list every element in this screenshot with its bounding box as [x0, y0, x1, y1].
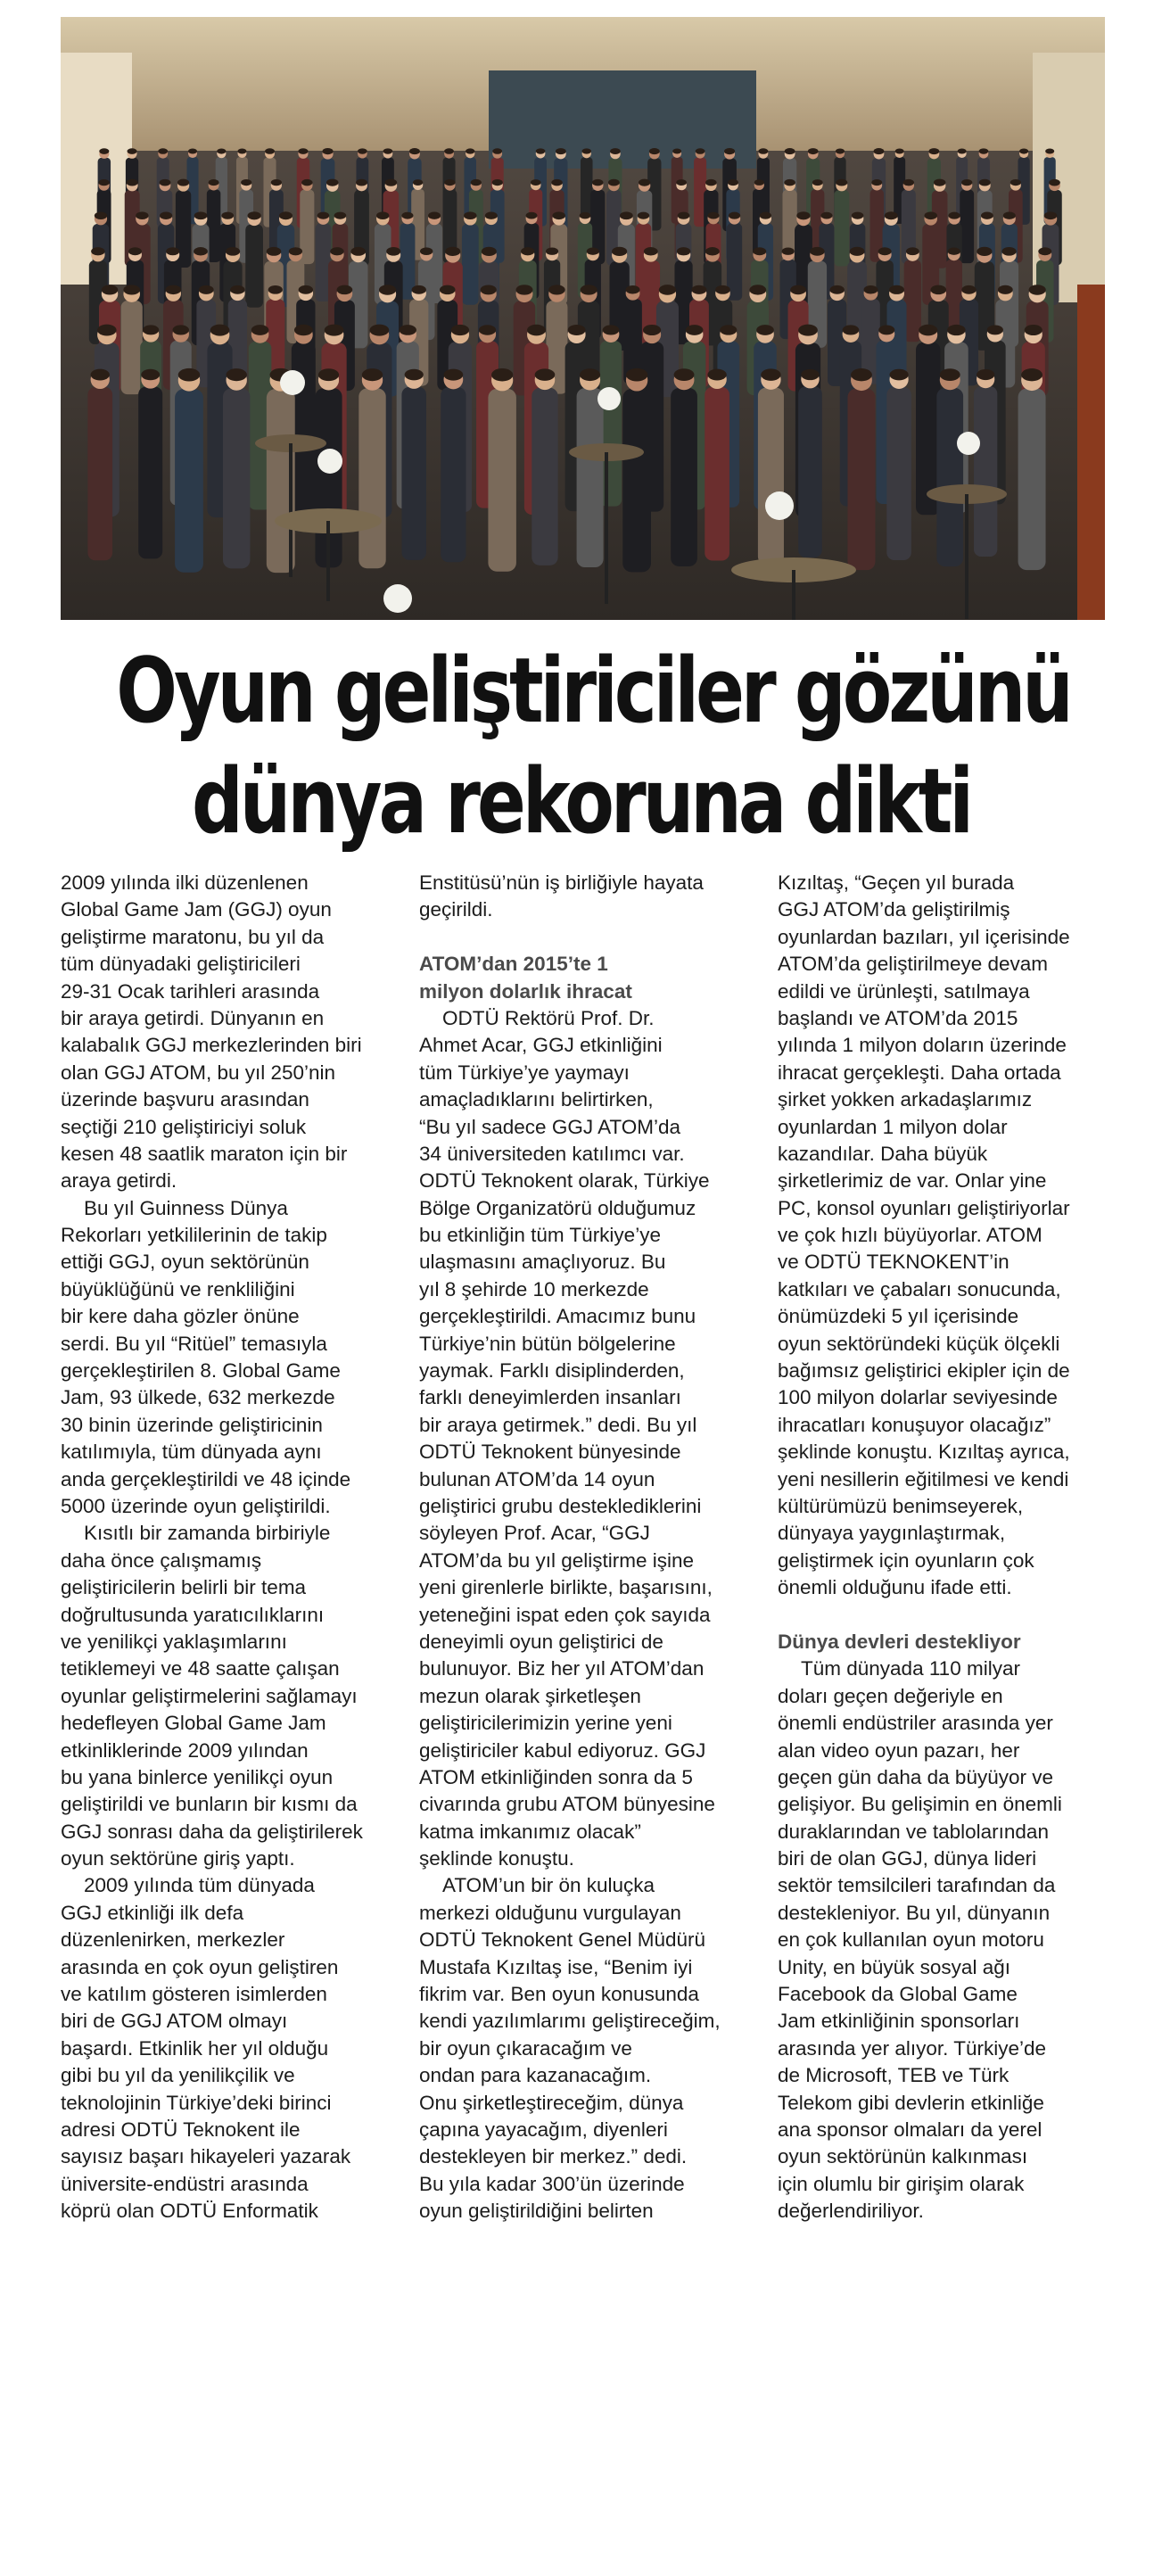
- text-line: kültürümüzü benimseyerek,: [778, 1494, 1024, 1517]
- text-line: Kızıltaş, “Geçen yıl burada: [778, 871, 1015, 894]
- text-line: geçirildi.: [419, 898, 493, 921]
- text-line: farklı deneyimlerden insanları: [419, 1386, 681, 1409]
- text-line: gelişiyor. Bu gelişimin en önemli: [778, 1793, 1062, 1816]
- text-line: Unity, en büyük sosyal ağı: [778, 1955, 1010, 1978]
- text-line: anda gerçekleştirildi ve 48 içinde: [61, 1467, 351, 1490]
- text-line: ATOM’da geliştirilmeye devam: [778, 953, 1049, 976]
- text-line: önemli endüstriler arasında yer: [778, 1712, 1053, 1735]
- text-line: Global Game Jam (GGJ) oyun: [61, 898, 332, 921]
- text-line: için olumlu bir girişim olarak: [778, 2172, 1025, 2195]
- subheading-line: Dünya devleri destekliyor: [778, 1630, 1021, 1653]
- text-line: yılında 1 milyon doların üzerinde: [778, 1034, 1067, 1057]
- text-line: bir oyun çıkaracağım ve: [419, 2036, 632, 2060]
- headline-line-1: Oyun geliştiriciler gözünü: [116, 638, 1070, 743]
- text-line: ODTÜ Rektörü Prof. Dr.: [442, 1006, 655, 1029]
- text-line: de Microsoft, TEB ve Türk: [778, 2064, 1010, 2087]
- text-line: destekleyen bir merkez.” dedi.: [419, 2145, 688, 2168]
- text-line: 5000 üzerinde oyun geliştirildi.: [61, 1494, 331, 1517]
- group-photo-illustration: [61, 17, 1105, 620]
- text-line: tetiklemeyi ve 48 saatte çalışan: [61, 1657, 340, 1680]
- text-line: ve yenilikçi yaklaşımlarını: [61, 1630, 287, 1653]
- text-line: teknolojinin Türkiye’deki birinci: [61, 2091, 332, 2114]
- text-line: üzerinde başvuru arasından: [61, 1088, 309, 1111]
- text-line: biri de olan GGJ, dünya lideri: [778, 1847, 1037, 1870]
- text-line: arasında en çok oyun geliştiren: [61, 1955, 339, 1978]
- text-line: alan video oyun pazarı, her: [778, 1738, 1020, 1762]
- text-line: oyun sektörüne giriş yaptı.: [61, 1847, 295, 1870]
- text-line: 100 milyon dolarlar seviyesinde: [778, 1386, 1058, 1409]
- text-line: önemli olduğunu ifade etti.: [778, 1576, 1012, 1599]
- text-line: ODTÜ Teknokent olarak, Türkiye: [419, 1169, 710, 1193]
- text-line: Jam, 93 ülkede, 632 merkezde: [61, 1386, 335, 1409]
- text-line: adresi ODTÜ Teknokent ile: [61, 2118, 301, 2141]
- text-line: gerçekleştirilen 8. Global Game: [61, 1359, 341, 1383]
- text-line: Facebook da Global Game: [778, 1983, 1018, 2006]
- text-line: ve katılım gösteren isimlerden: [61, 1983, 327, 2006]
- text-line: serdi. Bu yıl “Ritüel” temasıyla: [61, 1332, 327, 1355]
- text-line: şirketlerimiz de var. Onlar yine: [778, 1169, 1047, 1193]
- text-line: bir araya getirdi. Dünyanın en: [61, 1006, 325, 1029]
- text-line: Mustafa Kızıltaş ise, “Benim iyi: [419, 1955, 693, 1978]
- text-line: fikrim var. Ben oyun konusunda: [419, 1983, 699, 2006]
- text-line: Onu şirketleştireceğim, dünya: [419, 2091, 684, 2114]
- text-line: ve ODTÜ TEKNOKENT’in: [778, 1251, 1010, 1274]
- text-line: başlandı ve ATOM’da 2015: [778, 1006, 1018, 1029]
- text-line: ondan para kazanacağım.: [419, 2064, 652, 2087]
- text-line: sektör temsilcileri tarafından da: [778, 1874, 1056, 1897]
- text-line: Kısıtlı bir zamanda birbiriyle: [84, 1522, 331, 1545]
- text-line: ve çok hızlı büyüyorlar. ATOM: [778, 1224, 1043, 1247]
- text-line: katkıları ve çabaları sonucunda,: [778, 1277, 1061, 1300]
- text-line: ATOM’un bir ön kuluçka: [442, 1874, 655, 1897]
- text-line: yıl 8 şehirde 10 merkezde: [419, 1277, 649, 1300]
- text-line: oyunlardan 1 milyon dolar: [778, 1115, 1008, 1138]
- article-column-3: [778, 870, 1090, 2225]
- text-line: ATOM etkinliğinden sonra da 5: [419, 1765, 693, 1788]
- text-line: Telekom gibi devlerin etkinliğe: [778, 2091, 1044, 2114]
- text-line: destekleniyor. Bu yıl, dünyanın: [778, 1901, 1051, 1924]
- text-line: en çok kullanılan oyun motoru: [778, 1928, 1044, 1952]
- headline: [116, 635, 1070, 856]
- text-line: civarında grubu ATOM bünyesine: [419, 1793, 715, 1816]
- text-line: çapına yayacağım, diyenleri: [419, 2118, 668, 2141]
- text-line: merkezi olduğunu vurgulayan: [419, 1901, 681, 1924]
- text-line: kazandılar. Daha büyük: [778, 1142, 988, 1165]
- text-line: oyun sektörünün kalkınması: [778, 2145, 1028, 2168]
- subheading-line: milyon dolarlık ihracat: [419, 979, 632, 1003]
- text-line: edildi ve ürünleşti, satılmaya: [778, 979, 1030, 1003]
- text-line: Jam etkinliğinin sponsorları: [778, 2010, 1020, 2033]
- text-line: değerlendiriliyor.: [778, 2200, 924, 2223]
- paragraph-gap: [778, 1602, 1090, 1629]
- text-line: bulunan ATOM’da 14 oyun: [419, 1467, 655, 1490]
- text-line: geliştiriciler kabul ediyoruz. GGJ: [419, 1738, 706, 1762]
- text-line: Enstitüsü’nün iş birliğiyle hayata: [419, 871, 704, 894]
- text-line: arasında yer alıyor. Türkiye’de: [778, 2036, 1046, 2060]
- text-line: dünyaya yaygınlaştırmak,: [778, 1522, 1006, 1545]
- text-line: şirket yokken arkadaşlarımız: [778, 1088, 1033, 1111]
- text-line: 34 üniversiteden katılımcı var.: [419, 1142, 685, 1165]
- text-line: seçtiği 210 geliştiriciyi soluk: [61, 1115, 307, 1138]
- article-column-2: [419, 870, 731, 2225]
- text-line: Ahmet Acar, GGJ etkinliğini: [419, 1034, 663, 1057]
- text-line: söyleyen Prof. Acar, “GGJ: [419, 1522, 650, 1545]
- text-line: olan GGJ ATOM, bu yıl 250’nin: [61, 1061, 336, 1084]
- text-line: geliştirildi ve bunların bir kısmı da: [61, 1793, 358, 1816]
- text-line: etkinliklerinde 2009 yılından: [61, 1738, 309, 1762]
- text-line: tüm Türkiye’ye yaymayı: [419, 1061, 630, 1084]
- text-line: geliştiricilerin belirli bir tema: [61, 1576, 307, 1599]
- text-line: Tüm dünyada 110 milyar: [801, 1657, 1020, 1680]
- text-line: biri de GGJ ATOM olmayı: [61, 2010, 288, 2033]
- text-line: ODTÜ Teknokent Genel Müdürü: [419, 1928, 705, 1952]
- text-line: ihracatları konuşuyor olacağız”: [778, 1413, 1051, 1436]
- text-line: ATOM’da bu yıl geliştirme işine: [419, 1548, 695, 1572]
- text-line: “Bu yıl sadece GGJ ATOM’da: [419, 1115, 681, 1138]
- text-line: ODTÜ Teknokent bünyesinde: [419, 1441, 681, 1464]
- group-photo: [61, 17, 1105, 620]
- text-line: yeteneğini ispat eden çok sayıda: [419, 1603, 711, 1626]
- text-line: şeklinde konuştu.: [419, 1847, 574, 1870]
- text-line: ettiği GGJ, oyun sektörünün: [61, 1251, 309, 1274]
- text-line: oyunlardan bazıları, yıl içerisinde: [778, 925, 1070, 948]
- text-line: deneyimli oyun geliştirici de: [419, 1630, 663, 1653]
- text-line: Türkiye’nin bütün bölgelerine: [419, 1332, 676, 1355]
- text-line: daha önce çalışmamış: [61, 1548, 262, 1572]
- text-line: mezun olarak şirketleşen: [419, 1684, 641, 1707]
- paragraph-gap: [419, 924, 731, 951]
- text-line: üniversite-endüstri arasında: [61, 2172, 309, 2195]
- headline-line-2: dünya rekoruna dikti: [191, 748, 971, 854]
- text-line: 30 binin üzerinde geliştiricinin: [61, 1413, 323, 1436]
- text-line: doları geçen değeriyle en: [778, 1684, 1003, 1707]
- text-line: geliştiricilerimizin yerine yeni: [419, 1712, 672, 1735]
- text-line: 2009 yılında tüm dünyada: [84, 1874, 315, 1897]
- text-line: büyüklüğünü ve renkliliğini: [61, 1277, 295, 1300]
- text-line: bir kere daha gözler önüne: [61, 1305, 300, 1328]
- text-line: GGJ etkinliği ilk defa: [61, 1901, 244, 1924]
- text-line: ana sponsor olmaları da yerel: [778, 2118, 1043, 2141]
- text-line: ulaşmasını amaçlıyoruz. Bu: [419, 1251, 666, 1274]
- text-line: yeni girenlerle birlikte, başarısını,: [419, 1576, 713, 1599]
- text-line: 29-31 Ocak tarihleri arasında: [61, 979, 320, 1003]
- text-line: Bu yıl Guinness Dünya: [84, 1196, 288, 1219]
- text-line: Bölge Organizatörü olduğumuz: [419, 1196, 696, 1219]
- text-line: 2009 yılında ilki düzenlenen: [61, 871, 309, 894]
- text-line: Bu yıla kadar 300’ün üzerinde: [419, 2172, 685, 2195]
- text-line: katma imkanımız olacak”: [419, 1820, 641, 1843]
- text-line: amaçladıklarını belirtirken,: [419, 1088, 654, 1111]
- text-line: kendi yazılımlarımı geliştireceğim,: [419, 2010, 721, 2033]
- text-line: bir araya getirmek.” dedi. Bu yıl: [419, 1413, 697, 1436]
- text-line: şeklinde konuştu. Kızıltaş ayrıca,: [778, 1441, 1070, 1464]
- text-line: geçen gün daha da büyüyor ve: [778, 1765, 1053, 1788]
- text-line: önümüzdeki 5 yıl içerisinde: [778, 1305, 1019, 1328]
- text-line: duraklarından ve tablolarından: [778, 1820, 1049, 1843]
- text-line: ihracat gerçekleşti. Daha ortada: [778, 1061, 1061, 1084]
- text-line: kesen 48 saatlik maraton için bir: [61, 1142, 348, 1165]
- text-line: hedefleyen Global Game Jam: [61, 1712, 326, 1735]
- text-line: geliştirme maratonu, bu yıl da: [61, 925, 325, 948]
- text-line: oyun geliştirildiğini belirten: [419, 2200, 654, 2223]
- text-line: düzenlenirken, merkezler: [61, 1928, 285, 1952]
- text-line: PC, konsol oyunları geliştiriyorlar: [778, 1196, 1070, 1219]
- text-line: sayısız başarı hikayeleri yazarak: [61, 2145, 351, 2168]
- text-line: gerçekleştirildi. Amacımız bunu: [419, 1305, 696, 1328]
- text-line: başardı. Etkinlik her yıl olduğu: [61, 2036, 329, 2060]
- text-line: bağımsız geliştirici ekipler için de: [778, 1359, 1070, 1383]
- article-column-1: [61, 870, 373, 2225]
- text-line: yaymak. Farklı disiplinderden,: [419, 1359, 685, 1383]
- text-line: bu yana binlerce yenilikçi oyun: [61, 1765, 334, 1788]
- text-line: doğrultusunda yaratıcılıklarını: [61, 1603, 325, 1626]
- text-line: tüm dünyadaki geliştiricileri: [61, 953, 301, 976]
- text-line: araya getirdi.: [61, 1169, 177, 1193]
- text-line: oyunlar geliştirmelerini sağlamayı: [61, 1684, 358, 1707]
- text-line: GGJ ATOM’da geliştirilmiş: [778, 898, 1010, 921]
- text-line: köprü olan ODTÜ Enformatik: [61, 2200, 318, 2223]
- text-line: yeni nesillerin eğitilmesi ve kendi: [778, 1467, 1069, 1490]
- text-line: katılımıyla, tüm dünyada aynı: [61, 1441, 322, 1464]
- text-line: geliştirmek için oyunların çok: [778, 1548, 1034, 1572]
- text-line: gibi bu yıl da yenilikçilik ve: [61, 2064, 295, 2087]
- text-line: GGJ sonrası daha da geliştirilerek: [61, 1820, 363, 1843]
- text-line: bu etkinliğin tüm Türkiye’ye: [419, 1224, 661, 1247]
- text-line: oyun sektöründeki küçük ölçekli: [778, 1332, 1060, 1355]
- text-line: bulunuyor. Biz her yıl ATOM’dan: [419, 1657, 705, 1680]
- text-line: geliştirici grubu desteklediklerini: [419, 1494, 702, 1517]
- text-line: Rekorları yetkililerinin de takip: [61, 1224, 327, 1247]
- text-line: kalabalık GGJ merkezlerinden biri: [61, 1034, 362, 1057]
- subheading-line: ATOM’dan 2015’te 1: [419, 953, 608, 976]
